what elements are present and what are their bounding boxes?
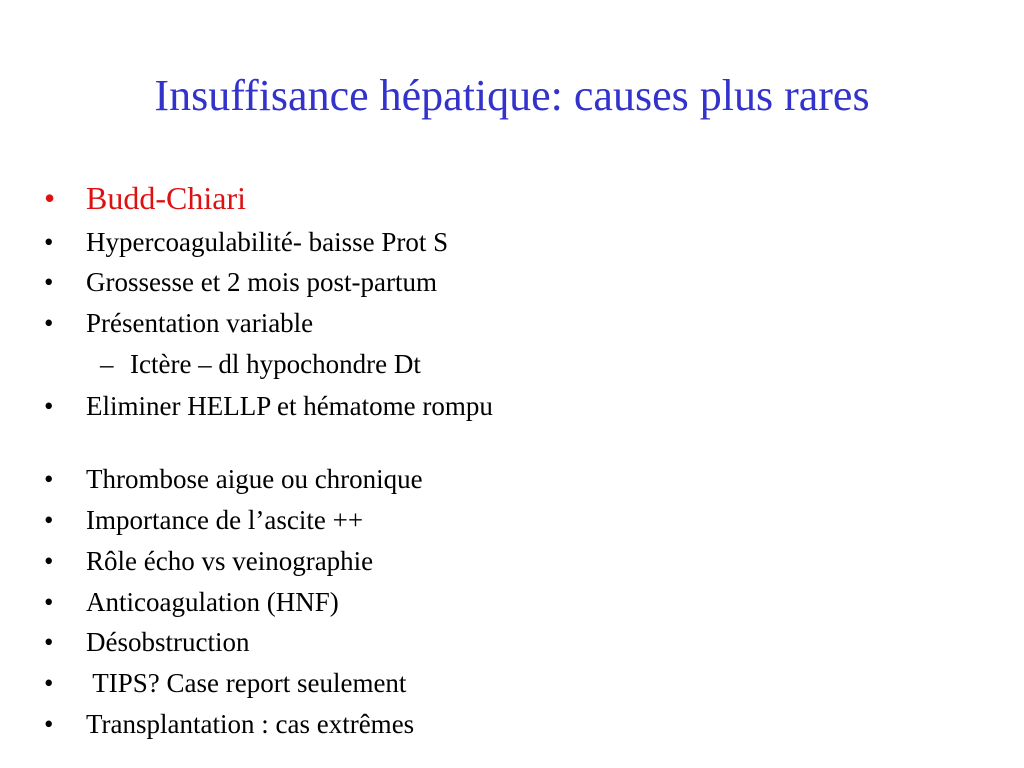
- bullet-item-grossesse: [44, 267, 604, 297]
- bullet-icon: •: [44, 308, 54, 338]
- bullet-item-presentation: [44, 308, 604, 338]
- bullet-item-desobstruction: [44, 627, 604, 657]
- bullet-list: [44, 0, 604, 768]
- bullet-icon: •: [44, 391, 54, 421]
- sub-item-text: Ictère – dl hypochondre Dt: [130, 349, 421, 379]
- bullet-item-anticoagulation: [44, 587, 604, 617]
- bullet-text: Désobstruction: [86, 627, 250, 657]
- bullet-text: TIPS? Case report seulement: [86, 668, 407, 698]
- bullet-text: Transplantation : cas extrêmes: [86, 709, 415, 739]
- bullet-item-hypercoagulabilite: [44, 227, 604, 257]
- dash-icon: –: [100, 349, 114, 379]
- bullet-icon: •: [44, 587, 54, 617]
- bullet-item-thrombose: [44, 464, 604, 494]
- bullet-text: Grossesse et 2 mois post-partum: [86, 267, 437, 297]
- bullet-text: Présentation variable: [86, 308, 314, 338]
- bullet-text: Eliminer HELLP et hématome rompu: [86, 391, 493, 421]
- slide-title: Insuffisance hépatique: causes plus rares: [154, 71, 870, 120]
- bullet-icon: •: [44, 267, 54, 297]
- bullet-item-budd-chiari: [44, 181, 604, 215]
- bullet-text: Budd-Chiari: [86, 180, 246, 216]
- bullet-item-role-echo: [44, 546, 604, 576]
- bullet-icon: •: [44, 464, 54, 494]
- bullet-text: Anticoagulation (HNF): [86, 587, 339, 617]
- bullet-icon: •: [44, 709, 54, 739]
- bullet-item-eliminer-hellp: [44, 391, 604, 421]
- bullet-icon: •: [44, 546, 54, 576]
- sub-item-ictere: [100, 349, 560, 379]
- bullet-text: Rôle écho vs veinographie: [86, 546, 374, 576]
- bullet-text: Importance de l’ascite ++: [86, 505, 364, 535]
- bullet-icon: •: [44, 227, 54, 257]
- bullet-icon: •: [44, 627, 54, 657]
- bullet-icon: •: [44, 180, 56, 216]
- bullet-item-tips: [44, 668, 604, 698]
- bullet-item-ascite: [44, 505, 604, 535]
- bullet-icon: •: [44, 668, 54, 698]
- bullet-item-transplantation: [44, 709, 604, 739]
- bullet-text: Thrombose aigue ou chronique: [86, 464, 423, 494]
- bullet-text: Hypercoagulabilité- baisse Prot S: [86, 227, 449, 257]
- bullet-icon: •: [44, 505, 54, 535]
